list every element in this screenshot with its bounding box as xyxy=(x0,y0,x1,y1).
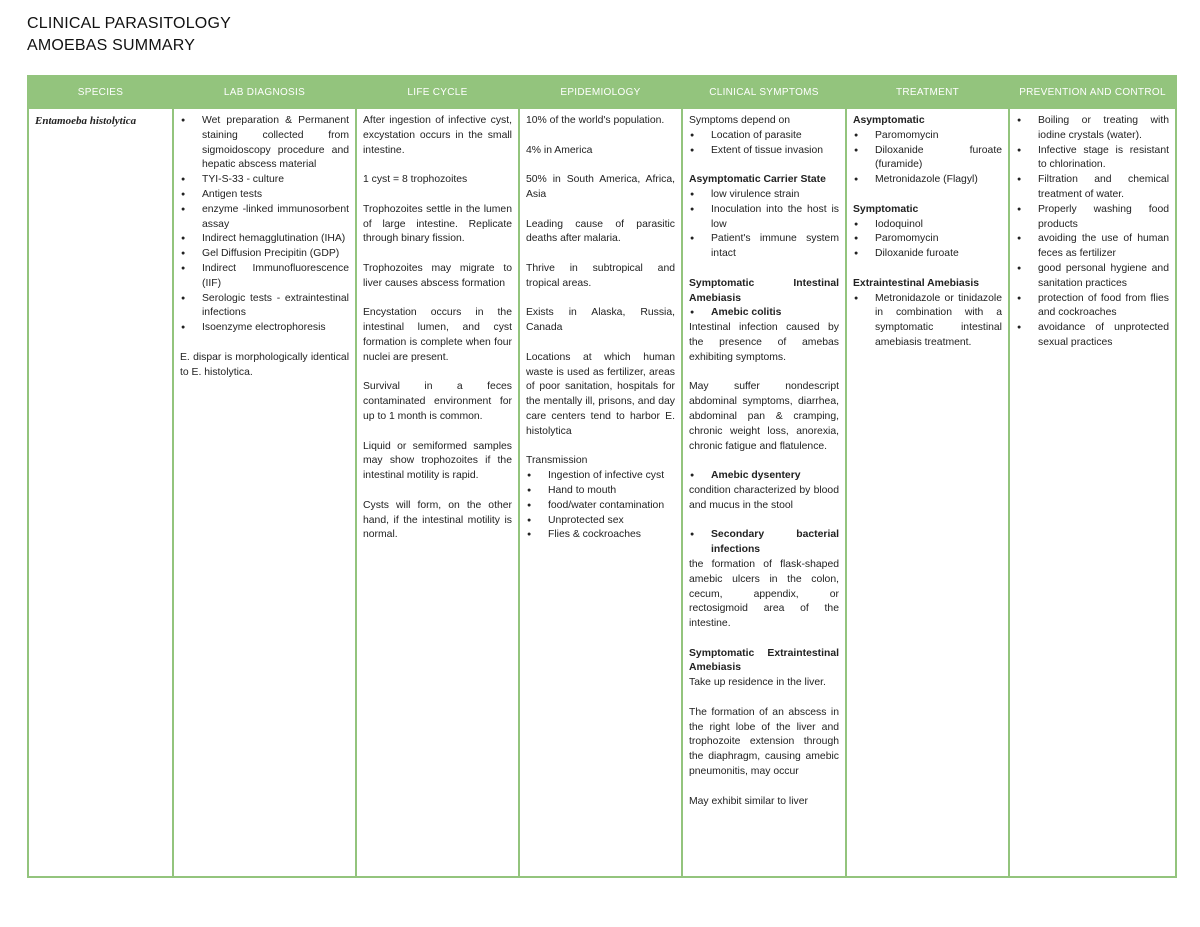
list-item: ● Diloxanide furoate (furamide) xyxy=(853,144,1002,174)
epidemiology-cell xyxy=(519,108,682,877)
header-clinical-symptoms: CLINICAL SYMPTOMS xyxy=(682,76,846,108)
symptomatic-heading: Symptomatic xyxy=(853,203,919,215)
list-item: ● Ingestion of infective cyst xyxy=(526,469,675,484)
list-item: ● Antigen tests xyxy=(180,188,349,203)
extraintestinal-text-1: Take up residence in the liver. xyxy=(689,677,826,689)
asymptomatic-list xyxy=(853,129,1002,188)
title-line-2: AMOEBAS SUMMARY xyxy=(27,37,196,54)
list-item: ● Diloxanide furoate xyxy=(853,247,1002,262)
lab-diagnosis-note: E. dispar is morphologically identical to E. histolytica. xyxy=(180,351,349,378)
extraintestinal-treatment-list xyxy=(853,292,1002,351)
dysentery-text: condition characterized by blood and mucus in the stool xyxy=(689,484,839,511)
paragraph: 1 cyst = 8 trophozoites xyxy=(363,174,468,186)
paragraph: Trophozoites settle in the lumen of large intestine. Replicate through binary fission. xyxy=(363,203,512,245)
list-item: ● Flies & cockroaches xyxy=(526,528,675,543)
paragraph: Thrive in subtropical and tropical areas. xyxy=(526,262,675,289)
list-item: ● Patient's immune system intact xyxy=(689,232,839,262)
list-item: ● Serologic tests - extraintestinal infections xyxy=(180,292,349,322)
paragraph: Leading cause of parasitic deaths after malaria. xyxy=(526,218,675,245)
colitis-list xyxy=(689,306,839,321)
colitis-text-2: May suffer nondescript abdominal symptoms, diarrhea, abdominal pan & cramping, chronic weight loss, anorexia, chronic fatigue and flatulence. xyxy=(689,381,839,452)
paragraph: 4% in America xyxy=(526,144,593,156)
list-item: ● Gel Diffusion Precipitin (GDP) xyxy=(180,247,349,262)
paragraph: 10% of the world's population. xyxy=(526,115,665,126)
list-item: ● Filtration and chemical treatment of water. xyxy=(1016,173,1169,203)
header-row xyxy=(28,76,1176,108)
paragraph: Survival in a feces contaminated environment for up to 1 month is common. xyxy=(363,381,512,422)
list-item: ● enzyme -linked immunosorbent assay xyxy=(180,203,349,233)
dysentery-heading: ● Amebic dysentery xyxy=(689,469,839,484)
header-species: SPECIES xyxy=(28,76,173,108)
secondary-text: the formation of flask-shaped amebic ulcers in the colon, cecum, appendix, or rectosigmoid area of the intestine. xyxy=(689,558,839,630)
list-item: ● Hand to mouth xyxy=(526,484,675,499)
intestinal-amebiasis-heading: Symptomatic Intestinal Amebiasis xyxy=(689,277,839,304)
list-item: ● low virulence strain xyxy=(689,188,839,203)
list-item: ● good personal hygiene and sanitation practices xyxy=(1016,262,1169,292)
paragraph: Liquid or semiformed samples may show trophozoites if the intestinal motility is rapid. xyxy=(363,440,512,482)
species-cell xyxy=(28,108,173,877)
paragraph: Exists in Alaska, Russia, Canada xyxy=(526,307,675,334)
prevention-list xyxy=(1016,114,1169,351)
header-life-cycle: LIFE CYCLE xyxy=(356,76,519,108)
clinical-intro-list xyxy=(689,129,839,159)
list-item: ● avoiding the use of human feces as fertilizer xyxy=(1016,232,1169,262)
header-lab-diagnosis: LAB DIAGNOSIS xyxy=(173,76,356,108)
list-item: ● Wet preparation & Permanent staining collected from sigmoidoscopy procedure and hepatic abscess material xyxy=(180,114,349,173)
list-item: ● Inoculation into the host is low xyxy=(689,203,839,233)
lab-diagnosis-list xyxy=(180,114,349,336)
list-item: ● Metronidazole (Flagyl) xyxy=(853,173,1002,188)
list-item: ● avoidance of unprotected sexual practices xyxy=(1016,321,1169,351)
list-item: ● Metronidazole or tinidazole in combination with a symptomatic intestinal amebiasis treatment. xyxy=(853,292,1002,351)
clinical-intro: Symptoms depend on xyxy=(689,115,791,126)
clinical-symptoms-cell xyxy=(682,108,846,877)
treatment-cell xyxy=(846,108,1009,877)
transmission-label: Transmission xyxy=(526,455,588,467)
paragraph: Encystation occurs in the intestinal lumen, and cyst formation is complete when four nuclei are present. xyxy=(363,307,512,363)
transmission-list xyxy=(526,469,675,543)
list-item: ● Indirect hemagglutination (IHA) xyxy=(180,232,349,247)
list-item: ● TYI-S-33 - culture xyxy=(180,173,349,188)
list-item: ● Properly washing food products xyxy=(1016,203,1169,233)
paragraph: 50% in South America, Africa, Asia xyxy=(526,174,675,200)
amoebas-summary-table xyxy=(27,75,1177,878)
paragraph: Trophozoites may migrate to liver causes abscess formation xyxy=(363,262,512,289)
extraintestinal-heading: Symptomatic Extraintestinal Amebiasis xyxy=(689,647,839,674)
list-item: ● Paromomycin xyxy=(853,232,1002,247)
list-item: ● Boiling or treating with iodine crystals (water). xyxy=(1016,114,1169,144)
extraintestinal-treatment-heading: Extraintestinal Amebiasis xyxy=(853,277,980,289)
list-item: ● protection of food from flies and cockroaches xyxy=(1016,292,1169,322)
dysentery-list xyxy=(689,469,839,484)
document-title xyxy=(27,13,231,57)
life-cycle-cell xyxy=(356,108,519,877)
paragraph: Cysts will form, on the other hand, if the intestinal motility is normal. xyxy=(363,499,512,541)
header-epidemiology: EPIDEMIOLOGY xyxy=(519,76,682,108)
header-prevention: PREVENTION AND CONTROL xyxy=(1009,76,1176,108)
list-item: ● Isoenzyme electrophoresis xyxy=(180,321,349,336)
list-item: ● food/water contamination xyxy=(526,499,675,514)
header-treatment: TREATMENT xyxy=(846,76,1009,108)
lab-diagnosis-cell xyxy=(173,108,356,877)
paragraph: Locations at which human waste is used as fertilizer, areas of poor sanitation, hospitals for the mentally ill, prisons, and day care centers tend to harbor E. histolytica xyxy=(526,351,675,437)
symptomatic-list xyxy=(853,218,1002,262)
secondary-list xyxy=(689,528,839,558)
list-item: ● Unprotected sex xyxy=(526,514,675,529)
title-line-1: CLINICAL PARASITOLOGY xyxy=(27,15,231,32)
list-item: ● Paromomycin xyxy=(853,129,1002,144)
colitis-text: Intestinal infection caused by the presence of amebas exhibiting symptoms. xyxy=(689,322,839,363)
list-item: ● Iodoquinol xyxy=(853,218,1002,233)
asymptomatic-heading: Asymptomatic xyxy=(853,115,925,126)
extraintestinal-text-2: The formation of an abscess in the right lobe of the liver and trophozoite extension through the diaphragm, causing amebic pneumonitis, may occur xyxy=(689,706,839,778)
list-item: ● Location of parasite xyxy=(689,129,839,144)
list-item: ● Indirect Immunofluorescence (IIF) xyxy=(180,262,349,292)
list-item: ● Infective stage is resistant to chlorination. xyxy=(1016,144,1169,174)
table-row xyxy=(28,108,1176,877)
secondary-heading: ● Secondary bacterial infections xyxy=(689,528,839,558)
extraintestinal-text-3: May exhibit similar to liver xyxy=(689,795,808,807)
prevention-cell xyxy=(1009,108,1176,877)
carrier-state-heading: Asymptomatic Carrier State xyxy=(689,174,826,186)
paragraph: After ingestion of infective cyst, excystation occurs in the small intestine. xyxy=(363,115,512,156)
species-name: Entamoeba histolytica xyxy=(35,115,137,127)
colitis-heading: ● Amebic colitis xyxy=(689,306,839,321)
carrier-state-list xyxy=(689,188,839,262)
list-item: ● Extent of tissue invasion xyxy=(689,144,839,159)
